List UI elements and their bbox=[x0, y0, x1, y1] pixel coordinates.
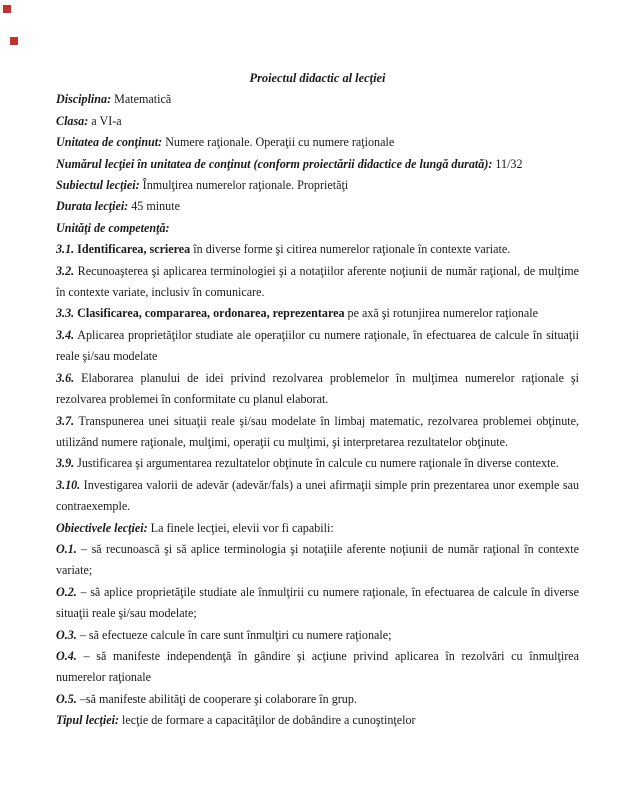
paragraph bbox=[56, 689, 579, 710]
text-run: Numărul lecţiei în unitatea de conţinut (conform proiectării didactice de lungă durată): bbox=[56, 156, 493, 171]
red-marker-top bbox=[3, 5, 11, 13]
text-run: O.1. bbox=[56, 541, 77, 556]
paragraph bbox=[56, 261, 579, 304]
paragraph bbox=[56, 132, 579, 153]
text-run: Subiectul lecţiei: bbox=[56, 178, 140, 193]
text-run: 3.10. bbox=[56, 477, 81, 492]
text-run: 45 minute bbox=[128, 199, 180, 214]
text-run: 11/32 bbox=[492, 156, 523, 171]
text-run: Disciplina: bbox=[56, 92, 112, 107]
text-run: Înmulţirea numerelor raţionale. Proprietăţi bbox=[139, 178, 349, 193]
text-run: Aplicarea proprietăţilor studiate ale operaţiilor cu numere raţionale, în efectuarea de calcule în situaţii reale şi/sau modelate bbox=[56, 327, 579, 364]
text-run: Clasa: bbox=[56, 113, 89, 128]
document-body bbox=[56, 89, 579, 731]
text-run: –să manifeste abilităţi de cooperare şi colaborare în grup. bbox=[76, 691, 357, 706]
text-run: 3.2. bbox=[56, 263, 75, 278]
text-run: pe axă şi rotunjirea numerelor raţionale bbox=[344, 306, 538, 321]
paragraph bbox=[56, 518, 579, 539]
text-run: Numere raţionale. Operaţii cu numere raţionale bbox=[162, 135, 395, 150]
text-run: Investigarea valorii de adevăr (adevăr/fals) a unei afirmaţii simple prin prezentarea unor exemple sau contraexemple. bbox=[56, 477, 579, 514]
text-run: 3.7. bbox=[56, 413, 75, 428]
paragraph bbox=[56, 625, 579, 646]
text-run: Recunoaşterea şi aplicarea terminologiei şi a notaţiilor aferente noţiunii de număr raţional, de mulţime în contexte variate, inclusiv în comunicare. bbox=[56, 263, 579, 300]
text-run: – să manifeste independenţă în gândire şi acţiune privind aplicarea în rezolvări cu înmulţirea numerelor raţionale bbox=[56, 648, 579, 685]
text-run: Clasificarea, compararea, ordonarea, reprezentarea bbox=[74, 306, 345, 321]
text-run: Justificarea şi argumentarea rezultatelor obţinute în calcule cu numere raţionale în diverse contexte. bbox=[74, 456, 559, 471]
paragraph bbox=[56, 196, 579, 217]
paragraph bbox=[56, 453, 579, 474]
red-marker-lower bbox=[10, 37, 18, 45]
text-run: Elaborarea planului de idei privind rezolvarea problemelor în mulţimea numerelor raţionale şi rezolvarea problemei în conformitate cu planul elaborat. bbox=[56, 370, 579, 407]
text-run: Identificarea, scrierea bbox=[74, 242, 191, 257]
text-run: Matematică bbox=[111, 92, 172, 107]
text-run: – să recunoască şi să aplice terminologia şi notaţiile aferente noţiunii de număr raţional în contexte variate; bbox=[56, 541, 579, 578]
text-run: Durata lecţiei: bbox=[56, 199, 129, 214]
paragraph bbox=[56, 646, 579, 689]
document-content bbox=[56, 68, 579, 732]
text-run: în diverse forme şi citirea numerelor raţionale în contexte variate. bbox=[190, 242, 511, 257]
text-run: Unităţi de competenţă: bbox=[56, 220, 170, 235]
text-run: 3.3. bbox=[56, 306, 75, 321]
paragraph bbox=[56, 710, 579, 731]
text-run: O.5. bbox=[56, 691, 77, 706]
paragraph bbox=[56, 175, 579, 196]
text-run: O.2. bbox=[56, 584, 77, 599]
text-run: lecţie de formare a capacităţilor de dobândire a cunoştinţelor bbox=[119, 713, 416, 728]
paragraph bbox=[56, 239, 579, 260]
text-run: 3.9. bbox=[56, 456, 75, 471]
paragraph bbox=[56, 539, 579, 582]
text-run: – să aplice proprietăţile studiate ale înmulţirii cu numere raţionale, în efectuarea de calcule în diverse situaţii reale şi/sau modelate; bbox=[56, 584, 579, 621]
text-run: Unitatea de conţinut: bbox=[56, 135, 163, 150]
paragraph bbox=[56, 368, 579, 411]
text-run: Tipul lecţiei: bbox=[56, 713, 120, 728]
document-title: Proiectul didactic al lecţiei bbox=[249, 71, 386, 85]
text-run: 3.6. bbox=[56, 370, 75, 385]
paragraph bbox=[56, 411, 579, 454]
text-run: O.4. bbox=[56, 648, 77, 663]
text-run: Obiectivele lecţiei: bbox=[56, 520, 148, 535]
text-run: 3.4. bbox=[56, 327, 75, 342]
paragraph bbox=[56, 111, 579, 132]
paragraph bbox=[56, 475, 579, 518]
paragraph bbox=[56, 325, 579, 368]
paragraph bbox=[56, 303, 579, 324]
text-run: La finele lecţiei, elevii vor fi capabili: bbox=[147, 520, 334, 535]
text-run: – să efectueze calcule în care sunt înmulţiri cu numere raţionale; bbox=[76, 627, 392, 642]
paragraph bbox=[56, 218, 579, 239]
text-run: 3.1. bbox=[56, 242, 75, 257]
text-run: a VI-a bbox=[88, 113, 122, 128]
paragraph bbox=[56, 582, 579, 625]
paragraph bbox=[56, 89, 579, 110]
text-run: Transpunerea unei situaţii reale şi/sau modelate în limbaj matematic, rezolvarea problemei obţinute, utilizând numere raţionale, mulţimi, operaţii cu mulţimi, şi interpretarea rezultatelor obţinute. bbox=[56, 413, 579, 449]
paragraph bbox=[56, 154, 579, 175]
text-run: O.3. bbox=[56, 627, 77, 642]
